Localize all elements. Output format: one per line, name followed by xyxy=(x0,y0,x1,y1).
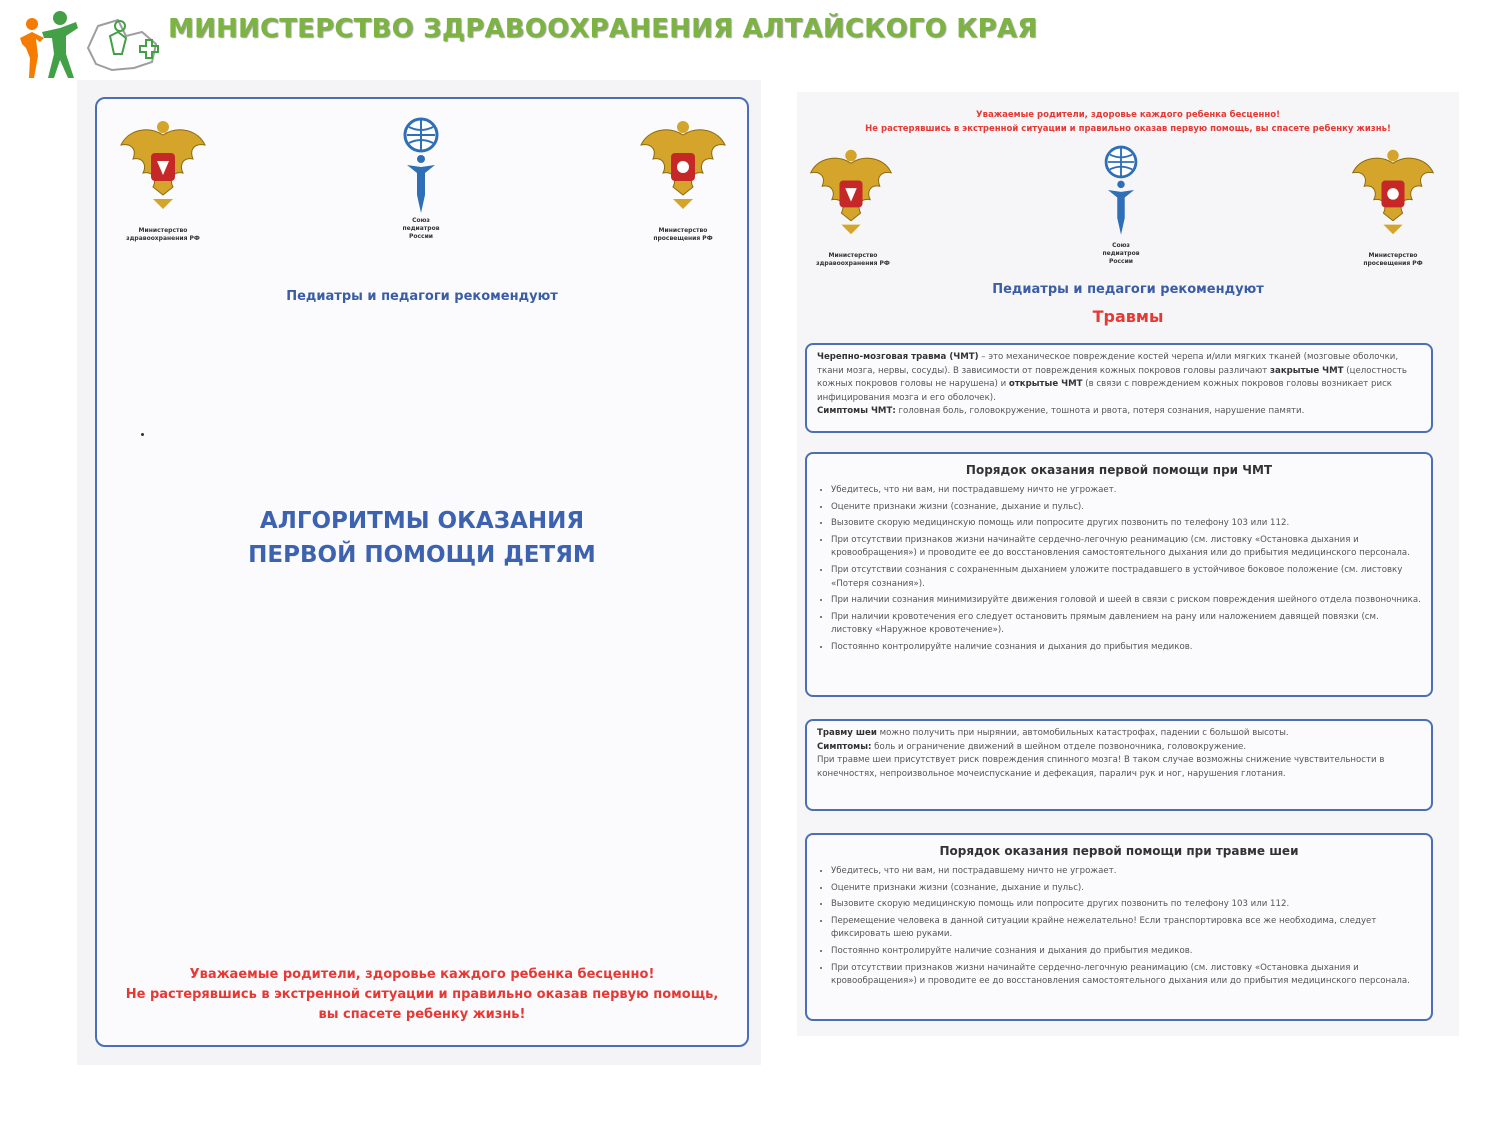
coat-of-arms-icon xyxy=(113,115,213,215)
injuries-heading: Травмы xyxy=(1092,307,1164,326)
tbi-closed-note: (целостность кожных покровов головы не нарушена) и xyxy=(817,365,1407,390)
leaflet-cover xyxy=(95,97,749,1047)
neck-term: Травму шеи xyxy=(817,728,877,738)
tbi-definition-text: – это механическое повреждение костей черепа и/или мягких тканей (мозговые оболочки, ткани мозга, нервы, сосуды). В зависимости от повреждения кожных покровов головы различают xyxy=(817,352,1399,376)
emblem-center-caption: Союз педиатров России xyxy=(402,217,440,240)
list-item: • Перемещение человека в данной ситуации крайне нежелательно! Если транспортировка все же необходима, следует фиксировать шею руками. xyxy=(831,915,1421,942)
tbi-steps-box xyxy=(805,452,1433,697)
list-item: • Убедитесь, что ни вам, ни пострадавшему ничто не угрожает. xyxy=(831,484,1421,498)
list-item: • При наличии кровотечения его следует остановить прямым давлением на рану или наложением давящей повязки (см. листовку «Наружное кровотечение»). xyxy=(831,611,1421,638)
coat-of-arms-icon xyxy=(633,115,733,215)
coat-of-arms-icon xyxy=(1345,144,1441,240)
header-title: МИНИСТЕРСТВО ЗДРАВООХРАНЕНИЯ АЛТАЙСКОГО КРАЯ xyxy=(168,14,1038,44)
leaflet-injuries xyxy=(797,92,1459,1036)
tbi-definition xyxy=(817,351,1421,405)
top-appeal-line-1: Уважаемые родители, здоровье каждого ребенка бесценно! xyxy=(976,110,1280,120)
tbi-definition-box xyxy=(805,343,1433,433)
ministry-people-logo-icon xyxy=(14,8,164,82)
emblem-left-caption: Министерство здравоохранения РФ xyxy=(126,227,200,242)
cover-appeal-line-3: вы спасете ребенку жизнь! xyxy=(318,1007,526,1022)
tbi-symptoms-text: головная боль, головокружение, тошнота и рвота, потеря сознания, нарушение памяти. xyxy=(895,406,1305,417)
emblem-right-caption: Министерство просвещения РФ xyxy=(1363,252,1423,267)
list-item: • При отсутствии сознания с сохраненным дыханием уложите пострадавшего в устойчивое боковое положение (см. листовку «Потеря сознания»). xyxy=(831,564,1421,591)
coat-of-arms-icon xyxy=(803,144,899,240)
neck-symptoms-label: Симптомы: xyxy=(817,741,872,752)
list-item: • Убедитесь, что ни вам, ни пострадавшему ничто не угрожает. xyxy=(831,865,1421,879)
list-item: • При отсутствии признаков жизни начинайте сердечно-легочную реанимацию (см. листовку «Остановка дыхания и кровообращения») и проводите ее до восстановления самостоятельного дыхания или до прибытия медицинского персонала. xyxy=(831,962,1421,989)
list-item: • Постоянно контролируйте наличие сознания и дыхания до прибытия медиков. xyxy=(831,945,1421,959)
tbi-open-term: открытые ЧМТ xyxy=(1008,379,1083,390)
cover-appeal-line-1: Уважаемые родители, здоровье каждого ребенка бесценно! xyxy=(189,967,655,982)
tbi-symptoms xyxy=(817,405,1421,419)
tbi-closed-term: закрытые ЧМТ xyxy=(1270,365,1344,376)
neck-definition xyxy=(817,727,1421,741)
cover-title xyxy=(97,504,747,572)
list-item: • Вызовите скорую медицинскую помощь или попросите других позвонить по телефону 103 или 112. xyxy=(831,898,1421,912)
list-item: • При отсутствии признаков жизни начинайте сердечно-легочную реанимацию (см. листовку «Остановка дыхания и кровообращения») и проводите ее до восстановления самостоятельного дыхания или до прибытия медицинского персонала. xyxy=(831,534,1421,561)
cover-title-line-1: АЛГОРИТМЫ ОКАЗАНИЯ xyxy=(259,508,585,534)
list-item: • Вызовите скорую медицинскую помощь или попросите других позвонить по телефону 103 или 112. xyxy=(831,517,1421,531)
list-item: • Оцените признаки жизни (сознание, дыхание и пульс). xyxy=(831,882,1421,896)
neck-warning: При травме шеи присутствует риск повреждения спинного мозга! В таком случае возможны снижение чувствительности в конечностях, непроизвольное мочеиспускание и дефекация, паралич рук и ног, нарушения глотания. xyxy=(817,755,1385,779)
neck-injury-box xyxy=(805,719,1433,811)
emblem-left-caption: Министерство здравоохранения РФ xyxy=(816,252,890,267)
recommend-text: Педиатры и педагоги рекомендуют xyxy=(992,282,1264,297)
list-item: • При наличии сознания минимизируйте движения головой и шеей в связи с риском повреждения шейного отдела позвоночника. xyxy=(831,594,1421,608)
list-item: • Постоянно контролируйте наличие сознания и дыхания до прибытия медиков. xyxy=(831,641,1421,655)
cover-title-line-2: ПЕРВОЙ ПОМОЩИ ДЕТЯМ xyxy=(248,542,596,568)
cover-appeal-line-2: Не растерявшись в экстренной ситуации и правильно оказав первую помощь, xyxy=(125,987,719,1002)
tbi-term: Черепно-мозговая травма (ЧМТ) xyxy=(817,352,979,362)
neck-steps-list xyxy=(817,865,1421,989)
neck-symptoms xyxy=(817,741,1421,755)
pediatricians-union-logo-icon xyxy=(391,115,451,215)
tbi-symptoms-label: Симптомы ЧМТ: xyxy=(817,406,896,417)
recommend-text: Педиатры и педагоги рекомендуют xyxy=(286,289,558,304)
top-appeal xyxy=(797,108,1459,136)
neck-steps-title: Порядок оказания первой помощи при травме шеи xyxy=(939,844,1299,858)
tbi-steps-title: Порядок оказания первой помощи при ЧМТ xyxy=(965,463,1273,477)
top-appeal-line-2: Не растерявшись в экстренной ситуации и правильно оказав первую помощь, вы спасете ребенку жизнь! xyxy=(865,124,1391,134)
tbi-steps-list xyxy=(817,484,1421,655)
scan-speck xyxy=(141,433,144,436)
emblem-center-caption: Союз педиатров России xyxy=(1102,242,1140,265)
pediatricians-union-logo-icon xyxy=(1093,142,1149,238)
list-item: • Оцените признаки жизни (сознание, дыхание и пульс). xyxy=(831,501,1421,515)
neck-definition-text: можно получить при нырянии, автомобильных катастрофах, падении с большой высоты. xyxy=(876,728,1289,738)
emblem-right-caption: Министерство просвещения РФ xyxy=(653,227,713,242)
neck-symptoms-text: боль и ограничение движений в шейном отделе позвоночника, головокружение. xyxy=(871,741,1247,752)
neck-steps-box xyxy=(805,833,1433,1021)
cover-appeal xyxy=(107,965,737,1025)
tbi-open-note: (в связи с повреждением кожных покровов головы возникает риск инфицирования мозга и его оболочек). xyxy=(817,379,1392,403)
